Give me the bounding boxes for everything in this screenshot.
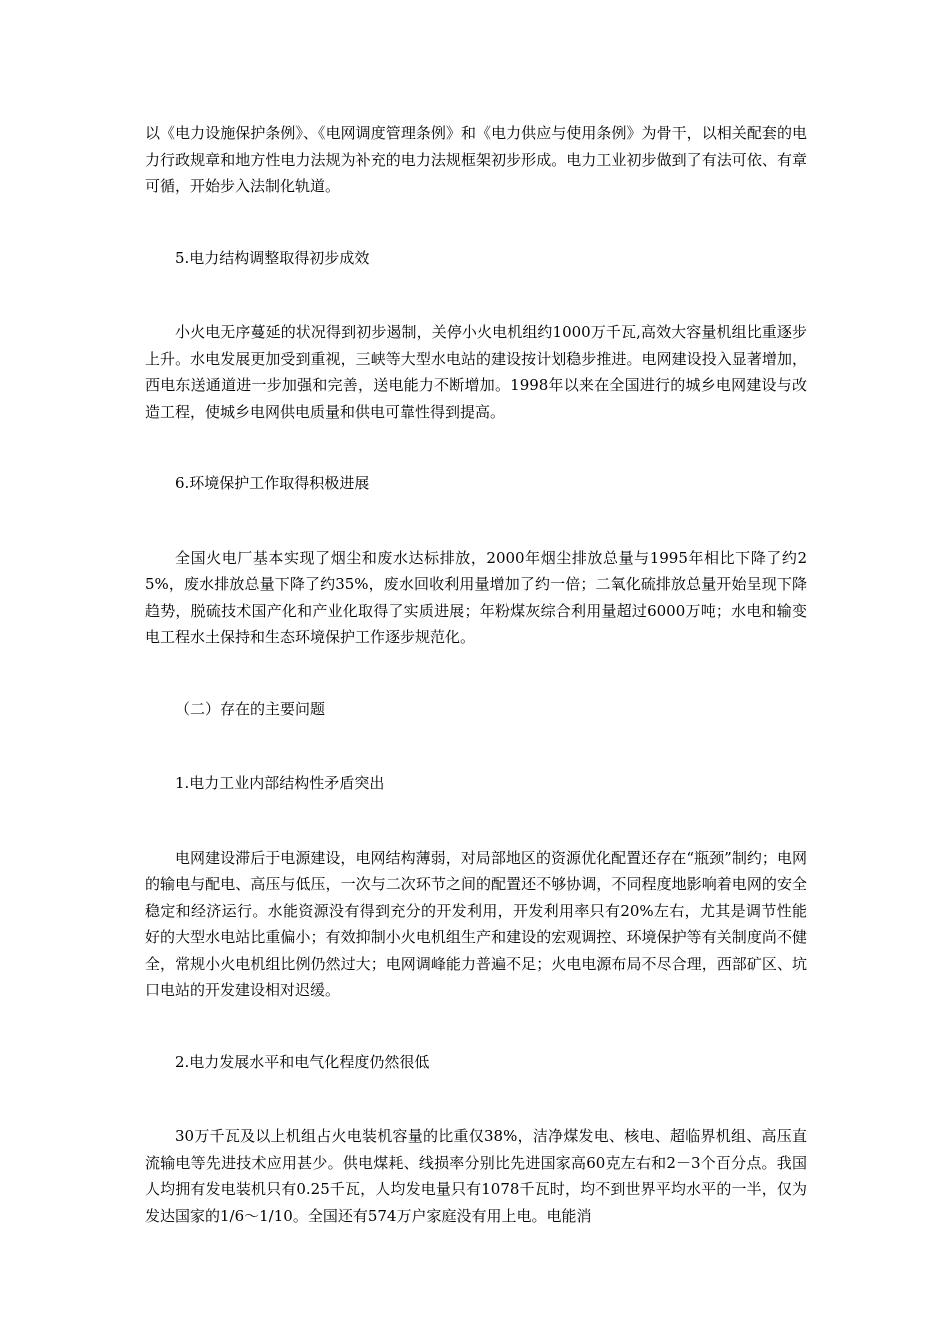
document-page bbox=[145, 120, 807, 1229]
spacer bbox=[145, 271, 807, 319]
paragraph-structural-contradictions: 电网建设滞后于电源建设，电网结构薄弱，对局部地区的资源优化配置还存在“瓶颈”制约；电网的输电与配电、高压与低压，一次与二次环节之间的配置还不够协调，不同程度地影响着电网的安全稳定和经济运行。水能资源没有得到充分的开发利用，开发利用率只有20%左右，尤其是调节性能好的大型水电站比重偏小；有效抑制小火电机组生产和建设的宏观调控、环境保护等有关制度尚不健全，常规小火电机组比例仍然过大；电网调峰能力普遍不足；火电电源布局不尽合理，西部矿区、坑口电站的开发建设相对迟缓。 bbox=[145, 848, 807, 999]
spacer bbox=[145, 651, 807, 696]
paragraph-structure-adjustment: 小火电无序蔓延的状况得到初步遏制，关停小火电机组约1000万千瓦,高效大容量机组比重逐步上升。水电发展更加受到重视，三峡等大型水电站的建设按计划稳步推进。电网建设投入显著增加，西电东送通道进一步加强和完善，送电能力不断增加。1998年以来在全国进行的城乡电网建设与改造工程，使城乡电网供电质量和供电可靠性得到提高。 bbox=[145, 323, 807, 421]
heading-main-problems: （二）存在的主要问题 bbox=[175, 699, 326, 718]
heading-environmental-protection: 6.环境保护工作取得积极进展 bbox=[175, 474, 370, 492]
paragraph-legal-framework: 以《电力设施保护条例》、《电网调度管理条例》和《电力供应与使用条例》为骨干，以相关配套的电力行政规章和地方性电力法规为补充的电力法规框架初步形成。电力工业初步做到了有法可依、有章可循，开始步入法制化轨道。 bbox=[145, 124, 807, 195]
spacer bbox=[145, 797, 807, 845]
spacer bbox=[145, 497, 807, 545]
paragraph-development-level: 30万千瓦及以上机组占火电装机容量的比重仅38%，洁净煤发电、核电、超临界机组、高压直流输电等先进技术应用甚少。供电煤耗、线损率分别比先进国家高60克左右和2－3个百分点。我国人均拥有发电装机只有0.25千瓦，人均发电量只有1078千瓦时，均不到世界平均水平的一半，仅为发达国家的1/6～1/10。全国还有574万户家庭没有用上电。电能消 bbox=[145, 1127, 807, 1225]
spacer bbox=[145, 425, 807, 470]
spacer bbox=[145, 722, 807, 770]
paragraph-environmental-protection: 全国火电厂基本实现了烟尘和废水达标排放，2000年烟尘排放总量与1995年相比下降了约25%，废水排放总量下降了约35%，废水回收利用量增加了约一倍；二氧化硫排放总量开始呈现下降趋势，脱硫技术国产化和产业化取得了实质进展；年粉煤灰综合利用量超过6000万吨；水电和输变电工程水土保持和生态环境保护工作逐步规范化。 bbox=[145, 548, 807, 646]
spacer bbox=[145, 1075, 807, 1123]
spacer bbox=[145, 1004, 807, 1049]
heading-structure-adjustment: 5.电力结构调整取得初步成效 bbox=[175, 248, 370, 267]
spacer bbox=[145, 200, 807, 245]
heading-structural-contradictions: 1.电力工业内部结构性矛盾突出 bbox=[175, 774, 385, 792]
heading-development-level: 2.电力发展水平和电气化程度仍然很低 bbox=[175, 1052, 430, 1071]
